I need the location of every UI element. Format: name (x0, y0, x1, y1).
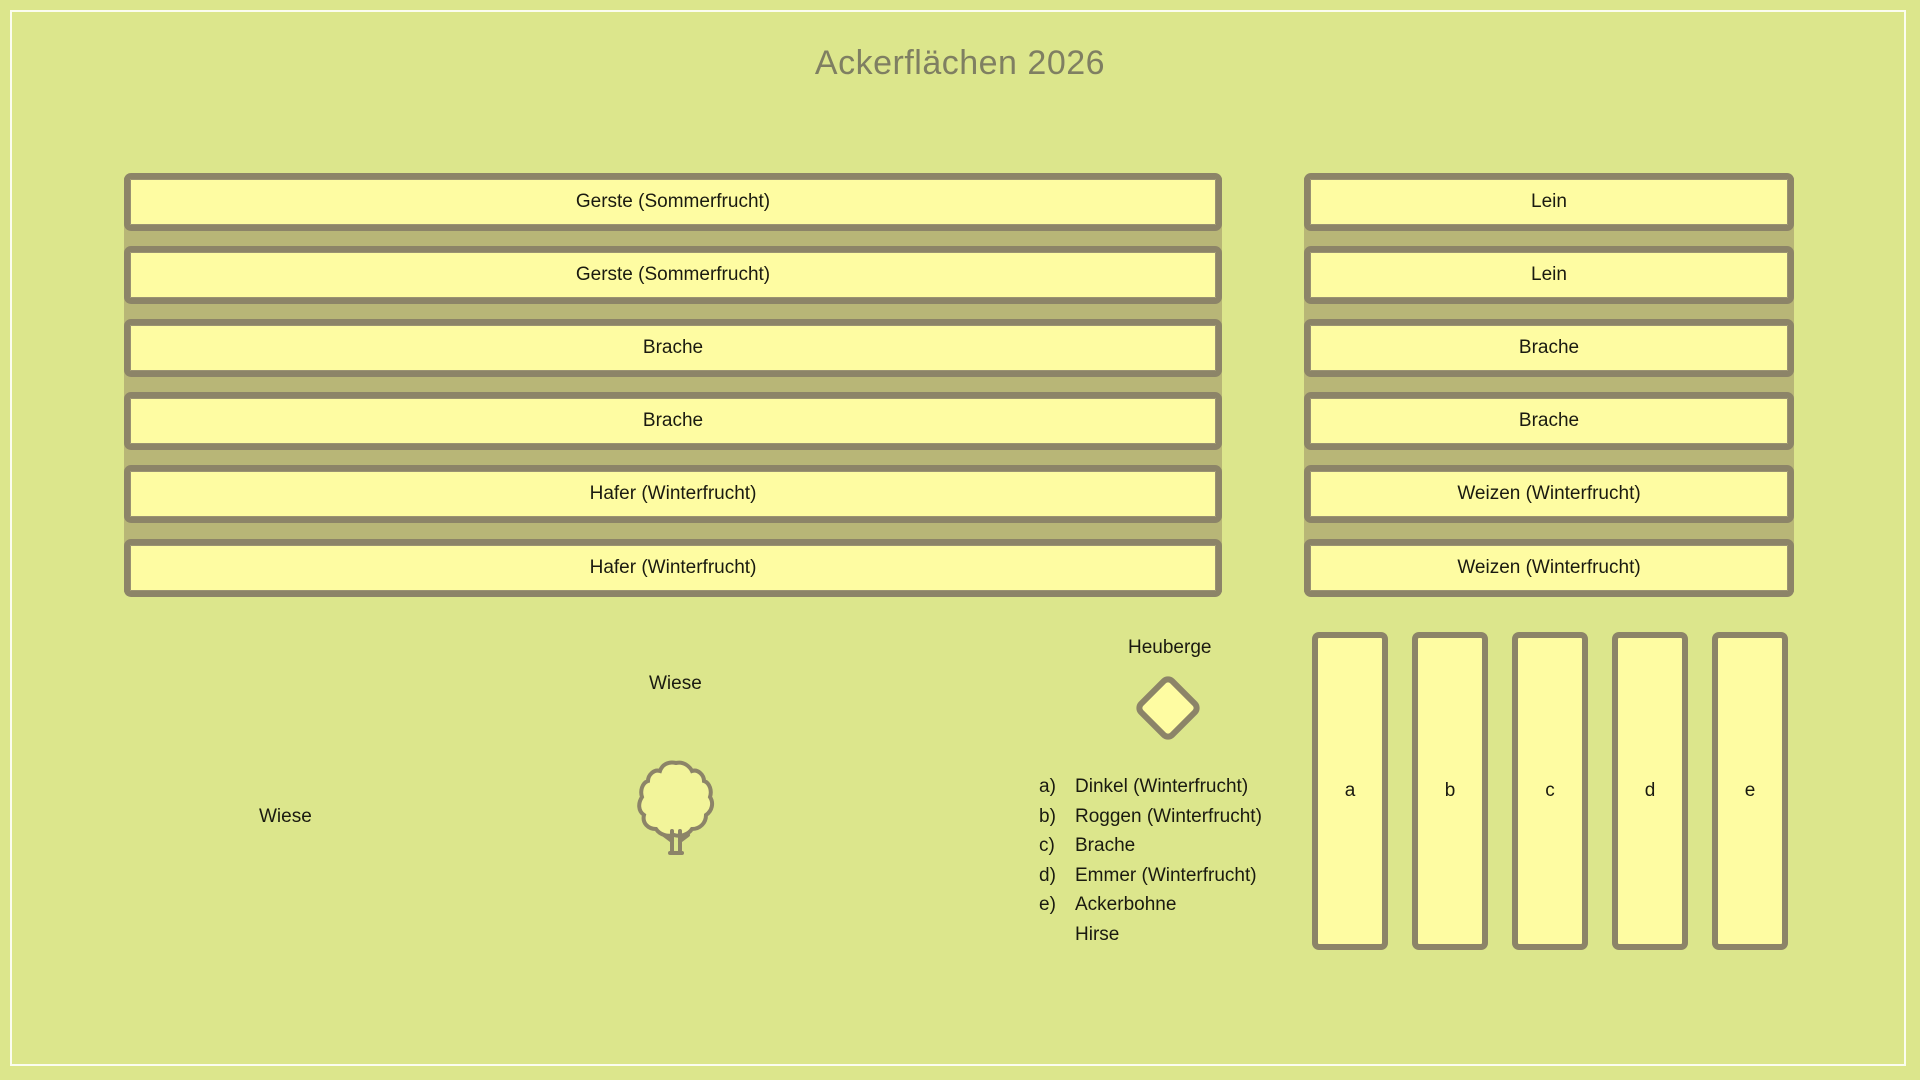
field-bed-label: Brache (642, 410, 704, 431)
legend-key: e) (1039, 894, 1056, 915)
path-strip-right (1304, 178, 1794, 592)
field-bed-label: Brache (1518, 337, 1580, 358)
field-bed-label: Weizen (Winterfrucht) (1457, 483, 1641, 504)
path-strip-left (124, 178, 1222, 592)
field-bed-label: Lein (1531, 264, 1567, 285)
legend-value: Dinkel (Winterfrucht) (1075, 776, 1249, 797)
legend-key: b) (1039, 805, 1056, 827)
legend-row (1039, 831, 1262, 861)
field-bed-right-2 (1304, 246, 1794, 304)
legend-key: d) (1039, 864, 1056, 886)
tree-icon (634, 757, 718, 857)
small-bed-label: c (1545, 780, 1555, 801)
legend-key: a) (1039, 776, 1056, 797)
small-bed-label: b (1444, 780, 1456, 801)
field-bed-left-5 (124, 465, 1222, 523)
small-bed-label: e (1744, 780, 1756, 801)
field-bed-right-6 (1304, 539, 1794, 597)
field-bed-label: Gerste (Sommerfrucht) (575, 264, 771, 285)
legend-row (1039, 920, 1262, 950)
field-bed-label: Lein (1531, 191, 1567, 212)
legend-value: Ackerbohne (1075, 894, 1177, 915)
legend-value: Roggen (Winterfrucht) (1075, 805, 1262, 827)
field-bed-right-5 (1304, 465, 1794, 523)
field-bed-left-3 (124, 319, 1222, 377)
map-title: Ackerflächen 2026 (814, 44, 1106, 82)
field-bed-left-4 (124, 392, 1222, 450)
meadow-label-left: Wiese (259, 806, 312, 827)
field-bed-label: Weizen (Winterfrucht) (1457, 557, 1641, 578)
crop-legend (1039, 772, 1262, 949)
legend-value: Brache (1075, 835, 1136, 856)
meadow-label-top: Wiese (649, 673, 702, 694)
field-bed-left-2 (124, 246, 1222, 304)
haystack-label: Heuberge (1128, 637, 1212, 658)
field-bed-left-1 (124, 173, 1222, 231)
field-bed-label: Brache (642, 337, 704, 358)
legend-row (1039, 890, 1262, 920)
small-bed-label: a (1344, 780, 1356, 801)
field-bed-label: Hafer (Winterfrucht) (589, 557, 757, 578)
field-bed-label: Gerste (Sommerfrucht) (575, 191, 771, 212)
small-bed-d (1612, 632, 1688, 950)
field-bed-right-1 (1304, 173, 1794, 231)
legend-row (1039, 802, 1262, 832)
small-bed-e (1712, 632, 1788, 950)
field-bed-left-6 (124, 539, 1222, 597)
small-bed-label: d (1644, 780, 1656, 801)
haystack-icon (1128, 668, 1208, 748)
field-bed-right-3 (1304, 319, 1794, 377)
field-bed-label: Brache (1518, 410, 1580, 431)
field-bed-right-4 (1304, 392, 1794, 450)
small-bed-a (1312, 632, 1388, 950)
field-bed-label: Hafer (Winterfrucht) (589, 483, 757, 504)
legend-value: Emmer (Winterfrucht) (1075, 864, 1257, 886)
small-bed-b (1412, 632, 1488, 950)
small-bed-c (1512, 632, 1588, 950)
legend-row (1039, 772, 1262, 802)
legend-value: Hirse (1075, 923, 1120, 945)
legend-key (1039, 920, 1075, 950)
legend-key: c) (1039, 835, 1055, 856)
legend-row (1039, 861, 1262, 891)
